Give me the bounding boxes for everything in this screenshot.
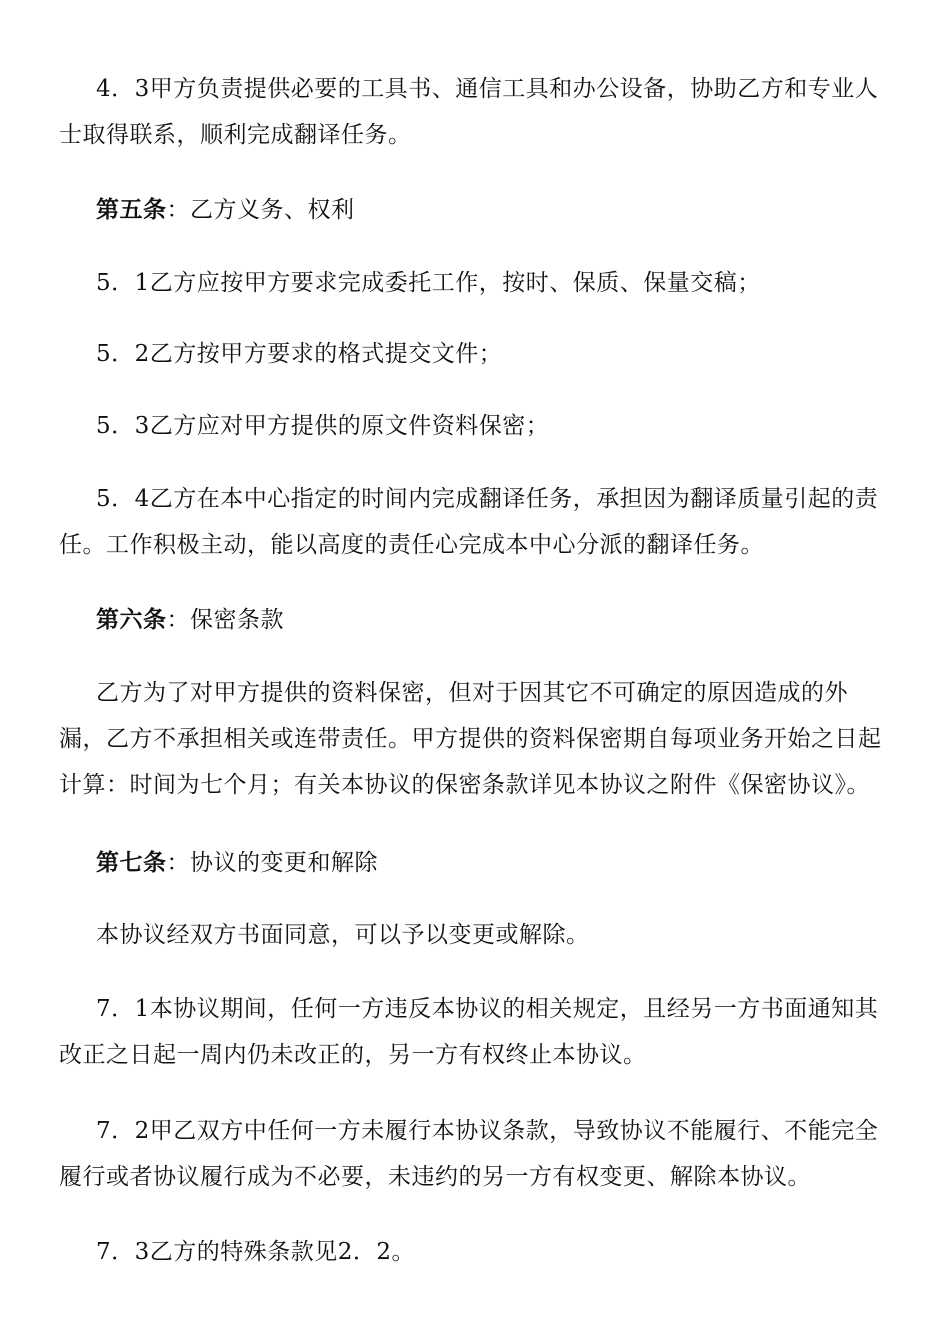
article-6-title: ：保密条款 — [166, 607, 284, 633]
article-5-heading — [59, 187, 893, 233]
article-7-heading — [59, 840, 893, 886]
clause-5-1: 5．1乙方应按甲方要求完成委托工作，按时、保质、保量交稿； — [96, 270, 761, 296]
article-5-label: 第五条 — [96, 197, 167, 223]
clause-4-3: 4．3甲方负责提供必要的工具书、通信工具和办公设备，协助乙方和专业人士取得联系，顺利完成翻译任务。 — [59, 76, 879, 148]
clause-5-2: 5．2乙方按甲方要求的格式提交文件； — [96, 341, 503, 367]
article-6-label: 第六条 — [96, 607, 167, 633]
clause-7-3: 7．3乙方的特殊条款见2．2。 — [96, 1239, 416, 1265]
article-5-title: ：乙方义务、权利 — [166, 197, 355, 223]
clause-5-3: 5．3乙方应对甲方提供的原文件资料保密； — [96, 413, 550, 439]
article-7-label: 第七条 — [96, 850, 167, 876]
article-6-body: 乙方为了对甲方提供的资料保密，但对于因其它不可确定的原因造成的外漏，乙方不承担相关或连带责任。甲方提供的资料保密期自每项业务开始之日起计算：时间为七个月；有关本协议的保密条款详见本协议之附件《保密协议》。 — [59, 680, 882, 798]
clause-5-4: 5．4乙方在本中心指定的时间内完成翻译任务，承担因为翻译质量引起的责任。工作积极主动，能以高度的责任心完成本中心分派的翻译任务。 — [59, 486, 879, 558]
clause-7-1: 7．1本协议期间，任何一方违反本协议的相关规定，且经另一方书面通知其改正之日起一周内仍未改正的，另一方有权终止本协议。 — [59, 996, 879, 1068]
article-7-body: 本协议经双方书面同意，可以予以变更或解除。 — [96, 922, 590, 948]
article-6-heading — [59, 597, 893, 643]
clause-7-2: 7．2甲乙双方中任何一方未履行本协议条款，导致协议不能履行、不能完全履行或者协议履行成为不必要，未违约的另一方有权变更、解除本协议。 — [59, 1118, 879, 1190]
article-7-title: ：协议的变更和解除 — [166, 850, 378, 876]
